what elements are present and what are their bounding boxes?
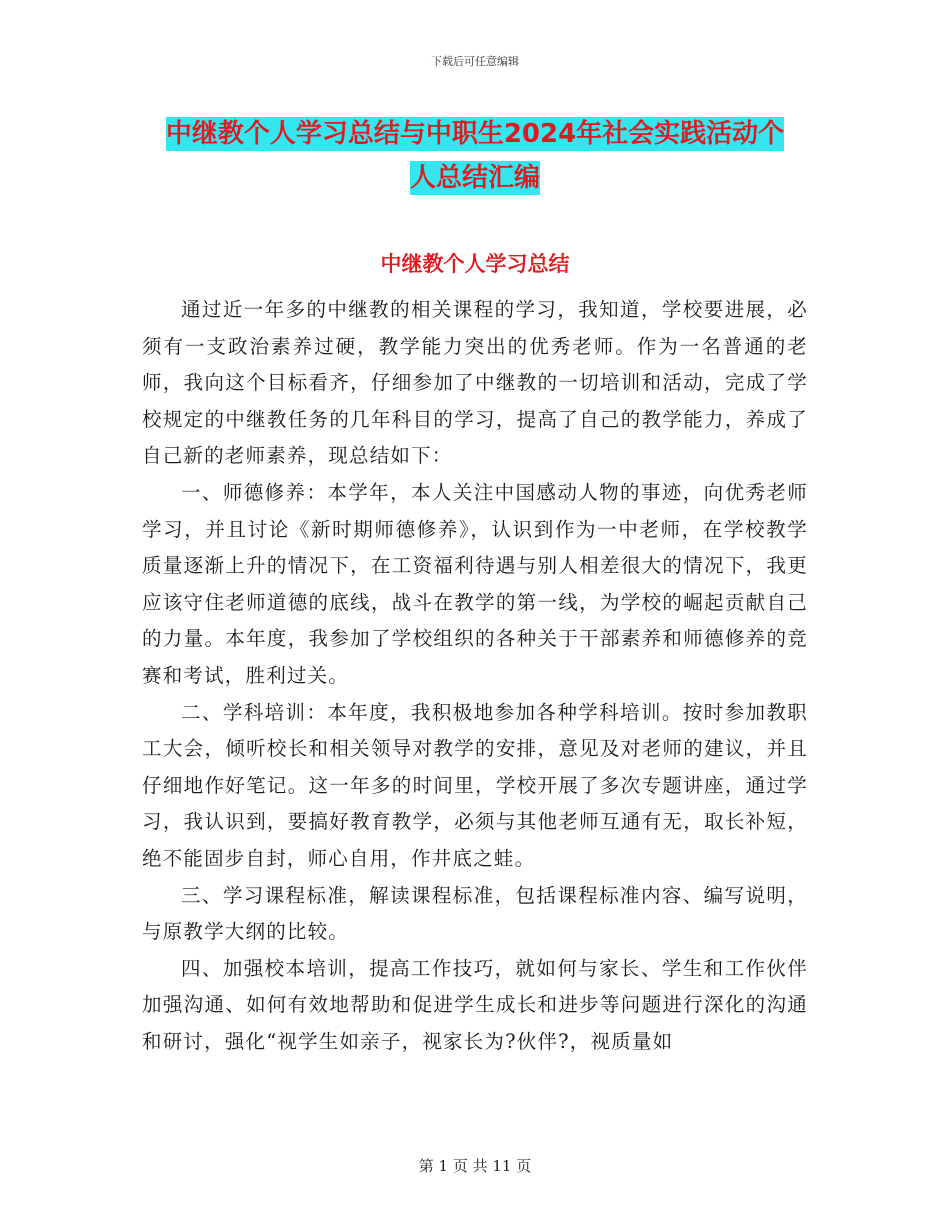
page-header-note: 下载后可任意编辑 <box>431 55 519 68</box>
section-title: 中继教个人学习总结 <box>380 252 570 276</box>
page-number-footer: 第 1 页 共 11 页 <box>418 1157 532 1175</box>
paragraph: 二、学科培训：本年度，我积极地参加各种学科培训。按时参加教职工大会，倾听校长和相关领导对教学的安排，意见及对老师的建议，并且仔细地作好笔记。这一年多的时间里，学校开展了多次专题讲座，通过学习，我认识到，要搞好教育教学，必须与其他老师互通有无，取长补短，绝不能固步自封，师心自用，作井底之蛙。 <box>142 700 808 870</box>
document-title <box>150 112 800 200</box>
paragraph: 一、师德修养：本学年，本人关注中国感动人物的事迹，向优秀老师学习，并且讨论《新时期师德修养》，认识到作为一中老师，在学校教学质量逐渐上升的情况下，在工资福利待遇与别人相差很大的情况下，我更应该守住老师道德的底线，战斗在教学的第一线，为学校的崛起贡献自己的力量。本年度，我参加了学校组织的各种关于干部素养和师德修养的竞赛和考试，胜利过关。 <box>142 480 808 687</box>
paragraph: 四、加强校本培训，提高工作技巧，就如何与家长、学生和工作伙伴加强沟通、如何有效地帮助和促进学生成长和进步等问题进行深化的沟通和研讨，强化“视学生如亲子，视家长为?伙伴?，视质量如 <box>142 956 808 1053</box>
paragraph: 三、学习课程标准，解读课程标准，包括课程标准内容、编写说明，与原教学大纲的比较。 <box>142 883 808 944</box>
body-text <box>142 292 808 1060</box>
document-title-line-2: 人总结汇编 <box>409 163 540 193</box>
document-title-line-1: 中继教个人学习总结与中职生2024年社会实践活动个 <box>165 119 785 149</box>
paragraph: 通过近一年多的中继教的相关课程的学习，我知道，学校要进展，必须有一支政治素养过硬，教学能力突出的优秀老师。作为一名普通的老师，我向这个目标看齐，仔细参加了中继教的一切培训和活动，完成了学校规定的中继教任务的几年科目的学习，提高了自己的教学能力，养成了自己新的老师素养，现总结如下： <box>142 298 808 468</box>
